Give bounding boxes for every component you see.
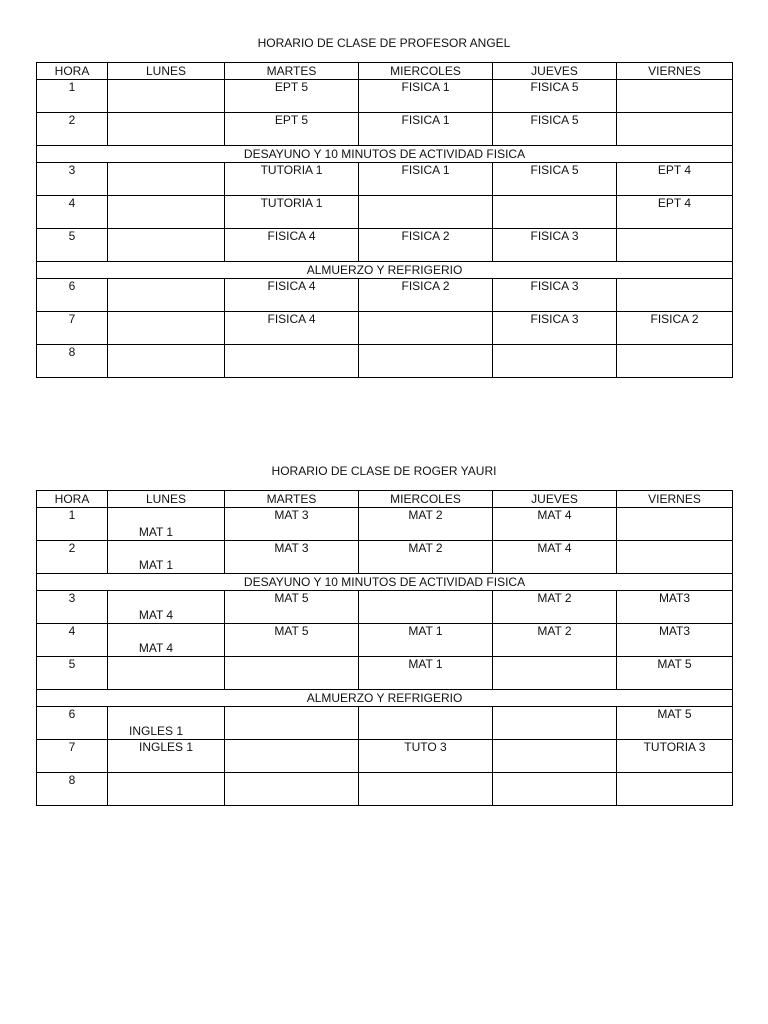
cell-viernes (617, 80, 733, 113)
cell-lunes (108, 113, 225, 146)
header-miercoles: MIERCOLES (359, 63, 493, 80)
table-row (37, 345, 733, 378)
cell-hora: 1 (37, 508, 108, 541)
table-row (37, 541, 733, 574)
cell-hora: 8 (37, 345, 108, 378)
cell-lunes-text: MAT 4 (138, 641, 174, 655)
cell-miercoles: TUTO 3 (359, 740, 493, 773)
header-hora: HORA (37, 491, 108, 508)
table-row (37, 707, 733, 740)
cell-hora: 7 (37, 740, 108, 773)
cell-jueves: FISICA 5 (493, 113, 617, 146)
cell-lunes (108, 707, 225, 740)
break-row (37, 262, 733, 279)
cell-jueves (493, 740, 617, 773)
schedule-table (36, 490, 733, 806)
cell-miercoles (359, 196, 493, 229)
table-row (37, 312, 733, 345)
cell-lunes-text: MAT 1 (138, 558, 174, 572)
cell-martes (225, 773, 359, 806)
cell-jueves (493, 773, 617, 806)
table-row (37, 740, 733, 773)
cell-jueves (493, 707, 617, 740)
cell-miercoles (359, 773, 493, 806)
cell-hora: 7 (37, 312, 108, 345)
table-row (37, 196, 733, 229)
cell-lunes (108, 657, 225, 690)
table-row (37, 163, 733, 196)
cell-jueves: FISICA 5 (493, 80, 617, 113)
cell-viernes (617, 279, 733, 312)
cell-lunes (108, 312, 225, 345)
table-row (37, 657, 733, 690)
header-viernes: VIERNES (617, 491, 733, 508)
table-row (37, 591, 733, 624)
break-almuerzo: ALMUERZO Y REFRIGERIO (37, 690, 733, 707)
cell-martes (225, 657, 359, 690)
cell-hora: 8 (37, 773, 108, 806)
schedule-title: HORARIO DE CLASE DE ROGER YAURI (271, 464, 497, 478)
cell-viernes: FISICA 2 (617, 312, 733, 345)
cell-viernes: TUTORIA 3 (617, 740, 733, 773)
cell-lunes (108, 279, 225, 312)
schedule-roger-yauri (36, 462, 732, 806)
break-almuerzo: ALMUERZO Y REFRIGERIO (37, 262, 733, 279)
cell-martes: MAT 3 (225, 541, 359, 574)
cell-hora: 1 (37, 80, 108, 113)
schedule-table (36, 62, 733, 378)
table-row (37, 113, 733, 146)
break-row (37, 146, 733, 163)
cell-jueves: FISICA 5 (493, 163, 617, 196)
cell-lunes: INGLES 1 (108, 740, 225, 773)
cell-viernes (617, 541, 733, 574)
cell-viernes (617, 508, 733, 541)
cell-lunes (108, 163, 225, 196)
table-row (37, 508, 733, 541)
cell-viernes: EPT 4 (617, 163, 733, 196)
break-row (37, 574, 733, 591)
cell-hora: 4 (37, 624, 108, 657)
cell-lunes (108, 624, 225, 657)
cell-lunes-text: MAT 4 (138, 608, 174, 622)
cell-viernes: MAT3 (617, 591, 733, 624)
cell-hora: 4 (37, 196, 108, 229)
cell-jueves: FISICA 3 (493, 312, 617, 345)
cell-jueves: MAT 4 (493, 541, 617, 574)
cell-lunes (108, 80, 225, 113)
cell-lunes (108, 508, 225, 541)
cell-lunes (108, 196, 225, 229)
cell-miercoles: FISICA 2 (359, 279, 493, 312)
cell-lunes (108, 591, 225, 624)
cell-viernes: MAT 5 (617, 707, 733, 740)
cell-lunes-text: INGLES 1 (128, 724, 184, 738)
cell-martes: TUTORIA 1 (225, 196, 359, 229)
cell-miercoles: FISICA 1 (359, 113, 493, 146)
table-row (37, 80, 733, 113)
cell-viernes (617, 229, 733, 262)
break-desayuno: DESAYUNO Y 10 MINUTOS DE ACTIVIDAD FISICA (37, 574, 733, 591)
cell-miercoles (359, 312, 493, 345)
header-martes: MARTES (225, 63, 359, 80)
cell-martes: FISICA 4 (225, 279, 359, 312)
cell-hora: 5 (37, 657, 108, 690)
break-desayuno: DESAYUNO Y 10 MINUTOS DE ACTIVIDAD FISICA (37, 146, 733, 163)
header-hora: HORA (37, 63, 108, 80)
cell-miercoles: MAT 1 (359, 624, 493, 657)
cell-miercoles: FISICA 1 (359, 163, 493, 196)
cell-martes: MAT 5 (225, 591, 359, 624)
cell-miercoles: MAT 2 (359, 508, 493, 541)
table-header-row (37, 63, 733, 80)
cell-lunes (108, 345, 225, 378)
cell-miercoles (359, 345, 493, 378)
table-row (37, 624, 733, 657)
header-martes: MARTES (225, 491, 359, 508)
cell-viernes: EPT 4 (617, 196, 733, 229)
cell-lunes (108, 773, 225, 806)
cell-martes (225, 707, 359, 740)
cell-miercoles (359, 591, 493, 624)
cell-hora: 5 (37, 229, 108, 262)
cell-hora: 6 (37, 279, 108, 312)
cell-miercoles: MAT 1 (359, 657, 493, 690)
table-row (37, 279, 733, 312)
cell-martes (225, 740, 359, 773)
cell-hora: 2 (37, 113, 108, 146)
header-jueves: JUEVES (493, 63, 617, 80)
cell-martes: MAT 5 (225, 624, 359, 657)
table-row (37, 229, 733, 262)
cell-viernes: MAT3 (617, 624, 733, 657)
cell-lunes-text: MAT 1 (138, 525, 174, 539)
cell-martes: TUTORIA 1 (225, 163, 359, 196)
header-lunes: LUNES (108, 491, 225, 508)
cell-hora: 3 (37, 591, 108, 624)
cell-hora: 3 (37, 163, 108, 196)
cell-martes: MAT 3 (225, 508, 359, 541)
cell-lunes (108, 541, 225, 574)
cell-martes (225, 345, 359, 378)
header-viernes: VIERNES (617, 63, 733, 80)
header-jueves: JUEVES (493, 491, 617, 508)
cell-miercoles: MAT 2 (359, 541, 493, 574)
cell-viernes (617, 113, 733, 146)
cell-viernes: MAT 5 (617, 657, 733, 690)
header-miercoles: MIERCOLES (359, 491, 493, 508)
cell-martes: EPT 5 (225, 113, 359, 146)
cell-martes: FISICA 4 (225, 312, 359, 345)
cell-viernes (617, 345, 733, 378)
cell-jueves: MAT 2 (493, 624, 617, 657)
table-header-row (37, 491, 733, 508)
schedule-profesor-angel (36, 34, 732, 378)
table-row (37, 773, 733, 806)
cell-miercoles (359, 707, 493, 740)
cell-jueves (493, 196, 617, 229)
cell-hora: 6 (37, 707, 108, 740)
cell-miercoles: FISICA 1 (359, 80, 493, 113)
cell-jueves: FISICA 3 (493, 229, 617, 262)
cell-martes: EPT 5 (225, 80, 359, 113)
cell-jueves (493, 345, 617, 378)
cell-jueves (493, 657, 617, 690)
cell-lunes (108, 229, 225, 262)
cell-miercoles: FISICA 2 (359, 229, 493, 262)
header-lunes: LUNES (108, 63, 225, 80)
cell-martes: FISICA 4 (225, 229, 359, 262)
schedule-title: HORARIO DE CLASE DE PROFESOR ANGEL (257, 36, 511, 50)
cell-jueves: MAT 2 (493, 591, 617, 624)
cell-jueves: FISICA 3 (493, 279, 617, 312)
break-row (37, 690, 733, 707)
cell-jueves: MAT 4 (493, 508, 617, 541)
cell-viernes (617, 773, 733, 806)
cell-hora: 2 (37, 541, 108, 574)
